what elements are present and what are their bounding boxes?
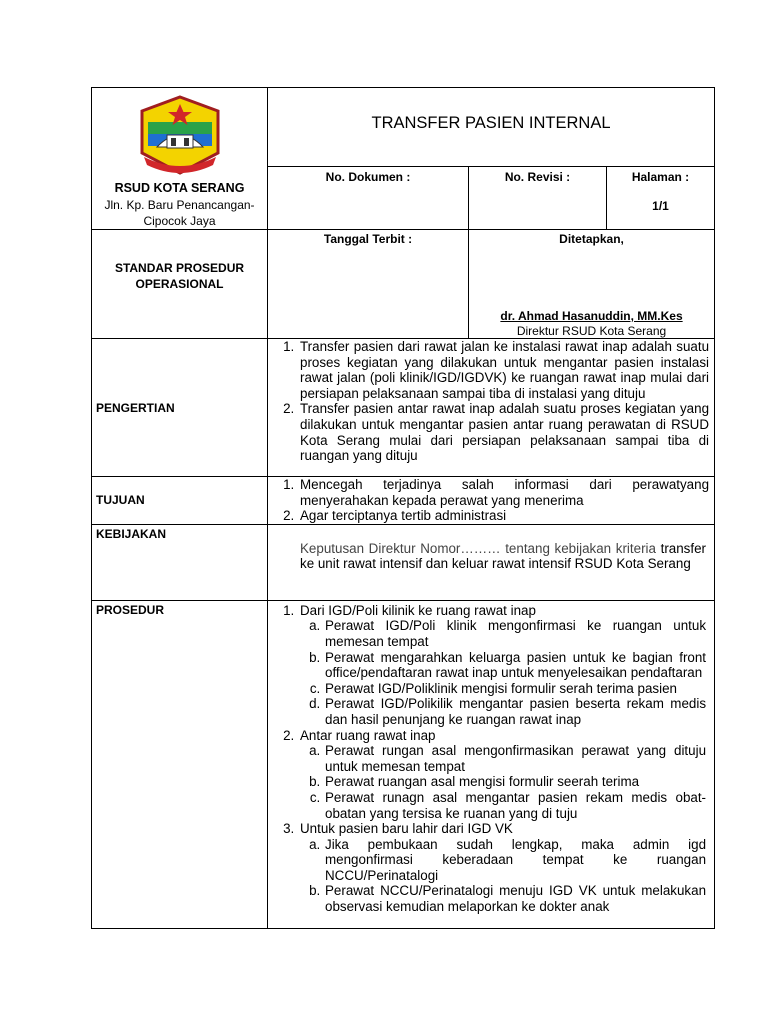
- prosedur-step: [298, 603, 706, 728]
- tanggal-terbit-label: Tanggal Terbit :: [323, 232, 413, 246]
- list-item: d. Perawat IGD/Polikilik mengantar pasien beserta rekam medis dan hasil penunjang ke ruangan rawat inap: [324, 696, 706, 727]
- tujuan-label: TUJUAN: [96, 493, 145, 508]
- kebijakan-label: KEBIJAKAN: [96, 526, 167, 541]
- list-item: 2. Transfer pasien antar rawat inap adalah suatu proses kegiatan yang dilakukan untuk mengantar pasien antar ruang perawatan di RSUD Kota Serang mulai dari persiapan pelaksanaan sampai tiba di ruangan yang dituju: [298, 401, 709, 463]
- prosedur-list: [268, 603, 706, 915]
- ditetapkan-label: Ditetapkan,: [559, 232, 624, 246]
- signatory-name: dr. Ahmad Hasanuddin, MM.Kes: [500, 309, 683, 323]
- no-revisi-label: No. Revisi :: [504, 170, 571, 184]
- sop-label-line2: OPERASIONAL: [135, 277, 224, 291]
- list-item: c. Perawat runagn asal mengantar pasien rekam medis obat-obatan yang tersisa ke ruanan yang di tuju: [324, 790, 706, 821]
- tujuan-list: [268, 477, 709, 524]
- halaman-cell: [607, 167, 715, 230]
- pengertian-label: PENGERTIAN: [96, 400, 175, 415]
- prosedur-substep-list: [300, 837, 706, 915]
- hospital-address-line1: Jln. Kp. Baru Penancangan-: [104, 198, 255, 212]
- pengertian-content-cell: [268, 339, 715, 477]
- prosedur-label: PROSEDUR: [96, 602, 165, 617]
- hospital-address-line2: Cipocok Jaya: [143, 214, 216, 228]
- tujuan-content-cell: [268, 477, 715, 525]
- sop-label-line1: STANDAR PROSEDUR: [114, 261, 245, 275]
- prosedur-substep-list: [300, 618, 706, 727]
- list-item: a. Perawat IGD/Poli klinik mengonfirmasi ke ruangan untuk memesan tempat: [324, 618, 706, 649]
- prosedur-step: [298, 728, 706, 822]
- halaman-label: Halaman :: [631, 170, 690, 184]
- tujuan-label-cell: [92, 477, 268, 525]
- sop-label-cell: [92, 230, 268, 339]
- prosedur-step-title: Antar ruang rawat inap: [300, 727, 436, 743]
- pengertian-list: [268, 339, 709, 464]
- kebijakan-content-cell: [268, 524, 715, 600]
- list-item: b. Perawat mengarahkan keluarga pasien untuk ke bagian front office/pendaftaran rawat inap untuk menyelesaikan pendaftaran: [324, 650, 706, 681]
- kebijakan-text-part1: Keputusan Direktur Nomor……… tentang kebijakan kriteria: [300, 540, 656, 556]
- kebijakan-text-part2: transfer ke unit rawat intensif dan keluar rawat intensif RSUD Kota Serang: [300, 540, 707, 572]
- no-dokumen-cell: [268, 167, 469, 230]
- list-item: b. Perawat ruangan asal mengisi formulir seerah terima: [324, 774, 706, 790]
- document-title: TRANSFER PASIEN INTERNAL: [371, 114, 611, 132]
- prosedur-label-cell: [92, 600, 268, 928]
- signatory-title: Direktur RSUD Kota Serang: [516, 324, 667, 338]
- no-revisi-cell: [469, 167, 607, 230]
- list-item: b. Perawat NCCU/Perinatalogi menuju IGD VK untuk melakukan observasi kemudian melaporkan ke dokter anak: [324, 883, 706, 914]
- prosedur-step-title: Untuk pasien baru lahir dari IGD VK: [300, 821, 513, 837]
- hospital-identity-cell: [92, 88, 268, 230]
- list-item: 2. Agar terciptanya tertib administrasi: [298, 508, 709, 524]
- no-dokumen-label: No. Dokumen :: [325, 170, 411, 184]
- ditetapkan-cell: [469, 230, 715, 339]
- list-item: a. Jika pembukaan sudah lengkap, maka admin igd mengonfirmasi keberadaan tempat ke ruangan NCCU/Perinatalogi: [324, 837, 706, 884]
- list-item: 1. Transfer pasien dari rawat jalan ke instalasi rawat inap adalah suatu proses kegiatan yang dilakukan untuk mengantar pasien instalasi rawat jalan (poli klinik/IGD/IGDVK) ke ruangan rawat inap mulai dari persiapan pelaksanaan sampai tiba di instalasi yang dituju: [298, 339, 709, 401]
- sop-document-table: [91, 87, 715, 929]
- prosedur-step-title: Dari IGD/Poli kilinik ke ruang rawat inap: [300, 602, 536, 618]
- list-item: c. Perawat IGD/Poliklinik mengisi formulir serah terima pasien: [324, 681, 706, 697]
- prosedur-step: [298, 821, 706, 915]
- tanggal-terbit-cell: [268, 230, 469, 339]
- prosedur-substep-list: [300, 743, 706, 821]
- title-cell: [268, 88, 715, 167]
- halaman-value: 1/1: [652, 199, 669, 213]
- hospital-logo: [139, 95, 221, 175]
- hospital-name: RSUD KOTA SERANG: [114, 181, 245, 195]
- kebijakan-label-cell: [92, 524, 268, 600]
- list-item: 1. Mencegah terjadinya salah informasi dari perawatyang menyerahakan kepada perawat yang menerima: [298, 477, 709, 508]
- prosedur-content-cell: [268, 600, 715, 928]
- list-item: a. Perawat rungan asal mengonfirmasikan perawat yang dituju untuk memesan tempat: [324, 743, 706, 774]
- kota-serang-emblem-icon: [139, 95, 221, 175]
- pengertian-label-cell: [92, 339, 268, 477]
